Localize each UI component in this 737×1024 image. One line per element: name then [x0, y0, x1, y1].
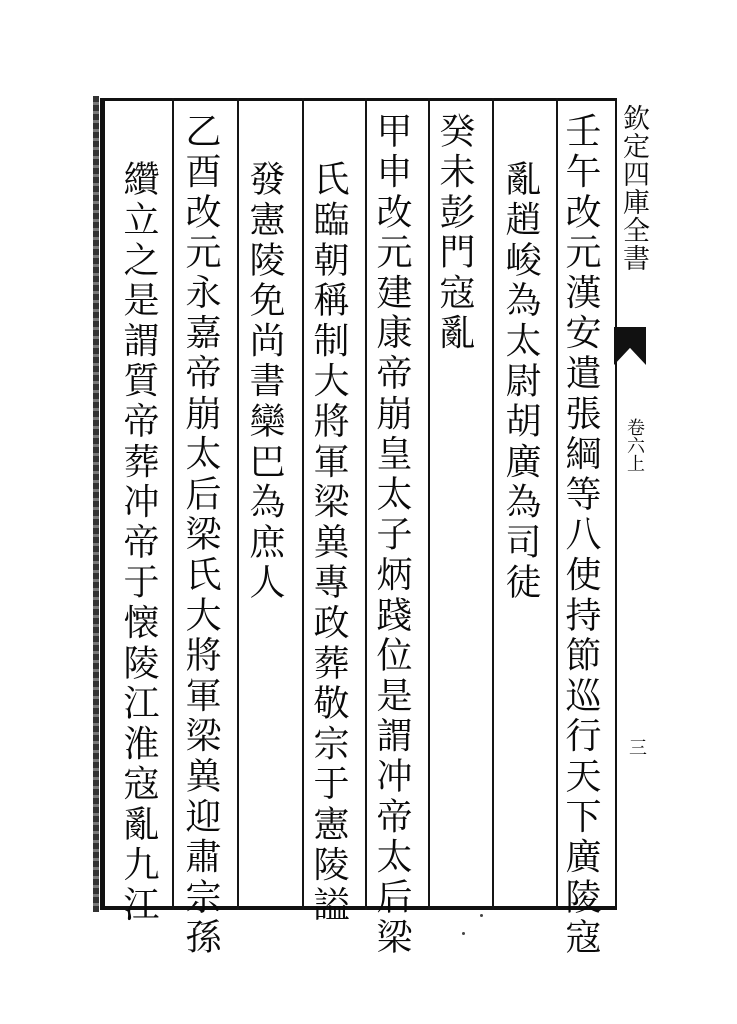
column-rule [556, 98, 558, 910]
print-speck [462, 932, 465, 935]
text-column-8: 纘立之是謂質帝葬冲帝于懐陵江淮寇亂九江 [118, 160, 159, 926]
text-column-2: 亂趙峻為太尉胡廣為司徒 [500, 160, 541, 604]
column-rule [492, 98, 494, 910]
text-column-1: 壬午改元漢安遣張綱等八使持節巡行天下廣陵寇 [560, 112, 601, 959]
text-column-5: 氏臨朝稱制大將軍梁兾專政葬敬宗于憲陵謚 [308, 160, 349, 926]
book-title: 欽定四庫全書 [618, 104, 649, 272]
text-column-3: 癸未彭門寇亂 [434, 112, 475, 354]
column-rule [428, 98, 430, 910]
text-column-6: 發憲陵免尚書欒巴為庶人 [244, 160, 285, 604]
column-rule [302, 98, 304, 910]
column-rule [237, 98, 239, 910]
text-column-4: 甲申改元建康帝崩皇太子炳踐位是謂冲帝太后梁 [371, 112, 412, 959]
leaf-number: 三 [626, 738, 647, 756]
volume-label: 卷六上 [624, 418, 645, 472]
column-rule [172, 98, 174, 910]
page-edge [93, 96, 99, 912]
text-column-7: 乙酉改元永嘉帝崩太后梁氏大將軍梁兾迎肅宗孫 [180, 112, 221, 959]
print-speck [480, 914, 483, 917]
column-rule [365, 98, 367, 910]
